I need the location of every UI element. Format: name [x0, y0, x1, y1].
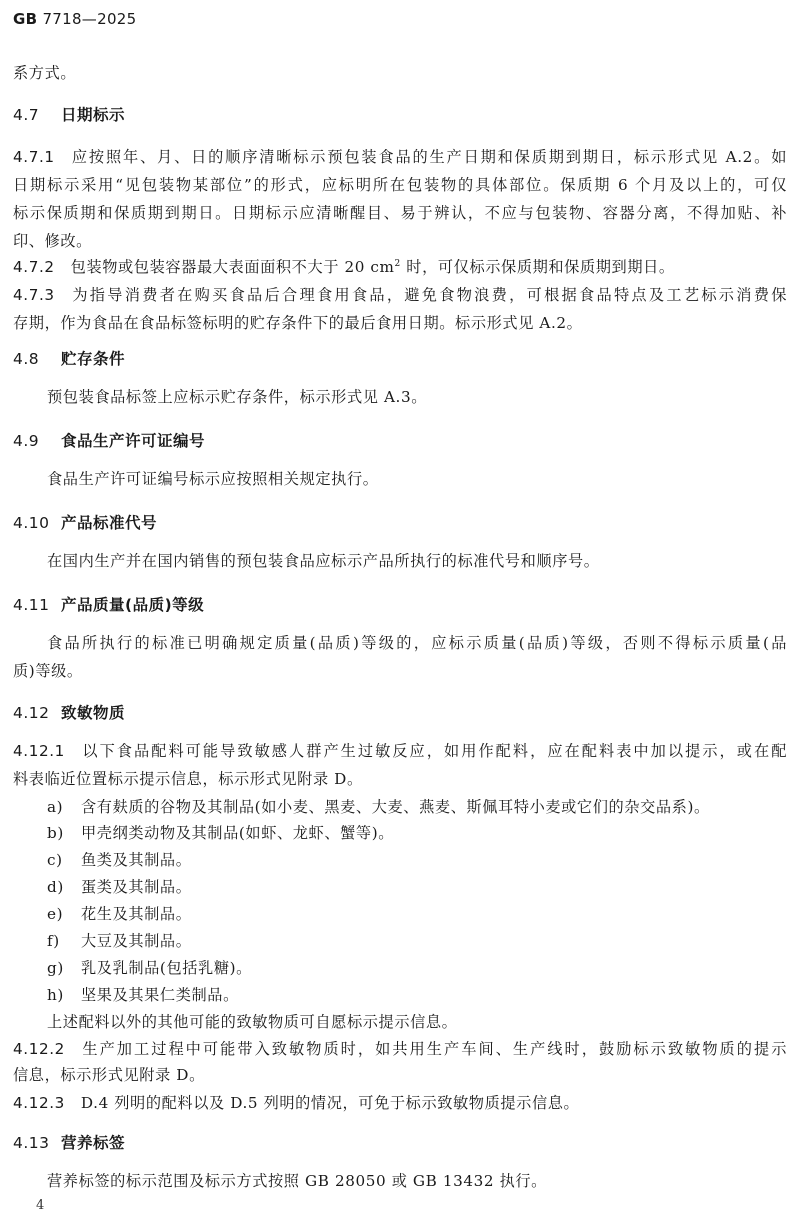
paragraph-4-7-1-line3: 标示保质期和保质期到期日。日期标示应清晰醒目、易于辨认，不应与包装物、容器分离，不得加贴、补 — [13, 204, 787, 222]
page-number: 4 — [36, 1198, 45, 1213]
paragraph-4-12-1-line1: 4.12.1 以下食品配料可能导致敏感人群产生过敏反应，如用作配料，应在配料表中加以提示，或在配 — [13, 742, 787, 760]
paragraph-4-12-1-line2: 料表临近位置标示提示信息，标示形式见附录 D。 — [13, 770, 363, 788]
paragraph-4-12-2-line2: 信息，标示形式见附录 D。 — [13, 1066, 205, 1084]
paragraph-4-7-1-line1: 4.7.1 应按照年、月、日的顺序清晰标示预包装食品的生产日期和保质期到期日，标示形式见 A.2。如 — [13, 148, 787, 166]
paragraph-4-10: 在国内生产并在国内销售的预包装食品应标示产品所执行的标准代号和顺序号。 — [47, 552, 600, 570]
paragraph-4-12-2-line1: 4.12.2 生产加工过程中可能带入致敏物质时，如共用生产车间、生产线时，鼓励标示致敏物质的提示 — [13, 1040, 787, 1058]
paragraph-4-7-3-line1: 4.7.3 为指导消费者在购买食品后合理食用食品，避免食物浪费，可根据食品特点及工艺标示消费保 — [13, 286, 787, 304]
paragraph-line: 系方式。 — [13, 64, 77, 82]
paragraph-4-13: 营养标签的标示范围及标示方式按照 GB 28050 或 GB 13432 执行。 — [47, 1172, 547, 1190]
standard-prefix: GB — [13, 10, 38, 28]
page-header — [13, 10, 137, 28]
section-heading-4-13: 4.13 营养标签 — [13, 1134, 126, 1152]
list-item: d) 蛋类及其制品。 — [47, 878, 192, 896]
paragraph-4-8: 预包装食品标签上应标示贮存条件，标示形式见 A.3。 — [47, 388, 428, 406]
standard-number: 7718—2025 — [42, 10, 137, 28]
section-heading-4-11: 4.11 产品质量(品质)等级 — [13, 596, 205, 614]
paragraph-4-9: 食品生产许可证编号标示应按照相关规定执行。 — [47, 470, 379, 488]
list-item: b) 甲壳纲类动物及其制品(如虾、龙虾、蟹等)。 — [47, 824, 395, 842]
paragraph-4-7-1-line4: 印、修改。 — [13, 232, 92, 250]
paragraph-4-11-line2: 质)等级。 — [13, 662, 83, 680]
list-item: h) 坚果及其果仁类制品。 — [47, 986, 239, 1004]
list-item: c) 鱼类及其制品。 — [47, 851, 192, 869]
section-heading-4-7: 4.7 日期标示 — [13, 106, 126, 124]
section-heading-4-9: 4.9 食品生产许可证编号 — [13, 432, 206, 450]
paragraph-4-12-1-line3: 上述配料以外的其他可能的致敏物质可自愿标示提示信息。 — [47, 1013, 458, 1031]
section-heading-4-10: 4.10 产品标准代号 — [13, 514, 158, 532]
list-item: f) 大豆及其制品。 — [47, 932, 192, 950]
list-item: a) 含有麸质的谷物及其制品(如小麦、黑麦、大麦、燕麦、斯佩耳特小麦或它们的杂交品系)。 — [47, 798, 710, 816]
paragraph-4-11-line1: 食品所执行的标准已明确规定质量(品质)等级的，应标示质量(品质)等级，否则不得标示质量(品 — [47, 634, 787, 652]
section-heading-4-12: 4.12 致敏物质 — [13, 704, 126, 722]
paragraph-4-7-1-line2: 日期标示采用“见包装物某部位”的形式，应标明所在包装物的具体部位。保质期 6 个月及以上的，可仅 — [13, 176, 787, 194]
paragraph-4-12-3: 4.12.3 D.4 列明的配料以及 D.5 列明的情况，可免于标示致敏物质提示信息。 — [13, 1094, 580, 1112]
paragraph-4-7-3-line2: 存期，作为食品在食品标签标明的贮存条件下的最后食用日期。标示形式见 A.2。 — [13, 314, 583, 332]
list-item: e) 花生及其制品。 — [47, 905, 192, 923]
section-heading-4-8: 4.8 贮存条件 — [13, 350, 126, 368]
paragraph-4-7-2: 4.7.2 包装物或包装容器最大表面面积不大于 20 $cm^2$ 时，可仅标示保质期和保质期到期日。 — [13, 258, 675, 276]
list-item: g) 乳及乳制品(包括乳糖)。 — [47, 959, 252, 977]
